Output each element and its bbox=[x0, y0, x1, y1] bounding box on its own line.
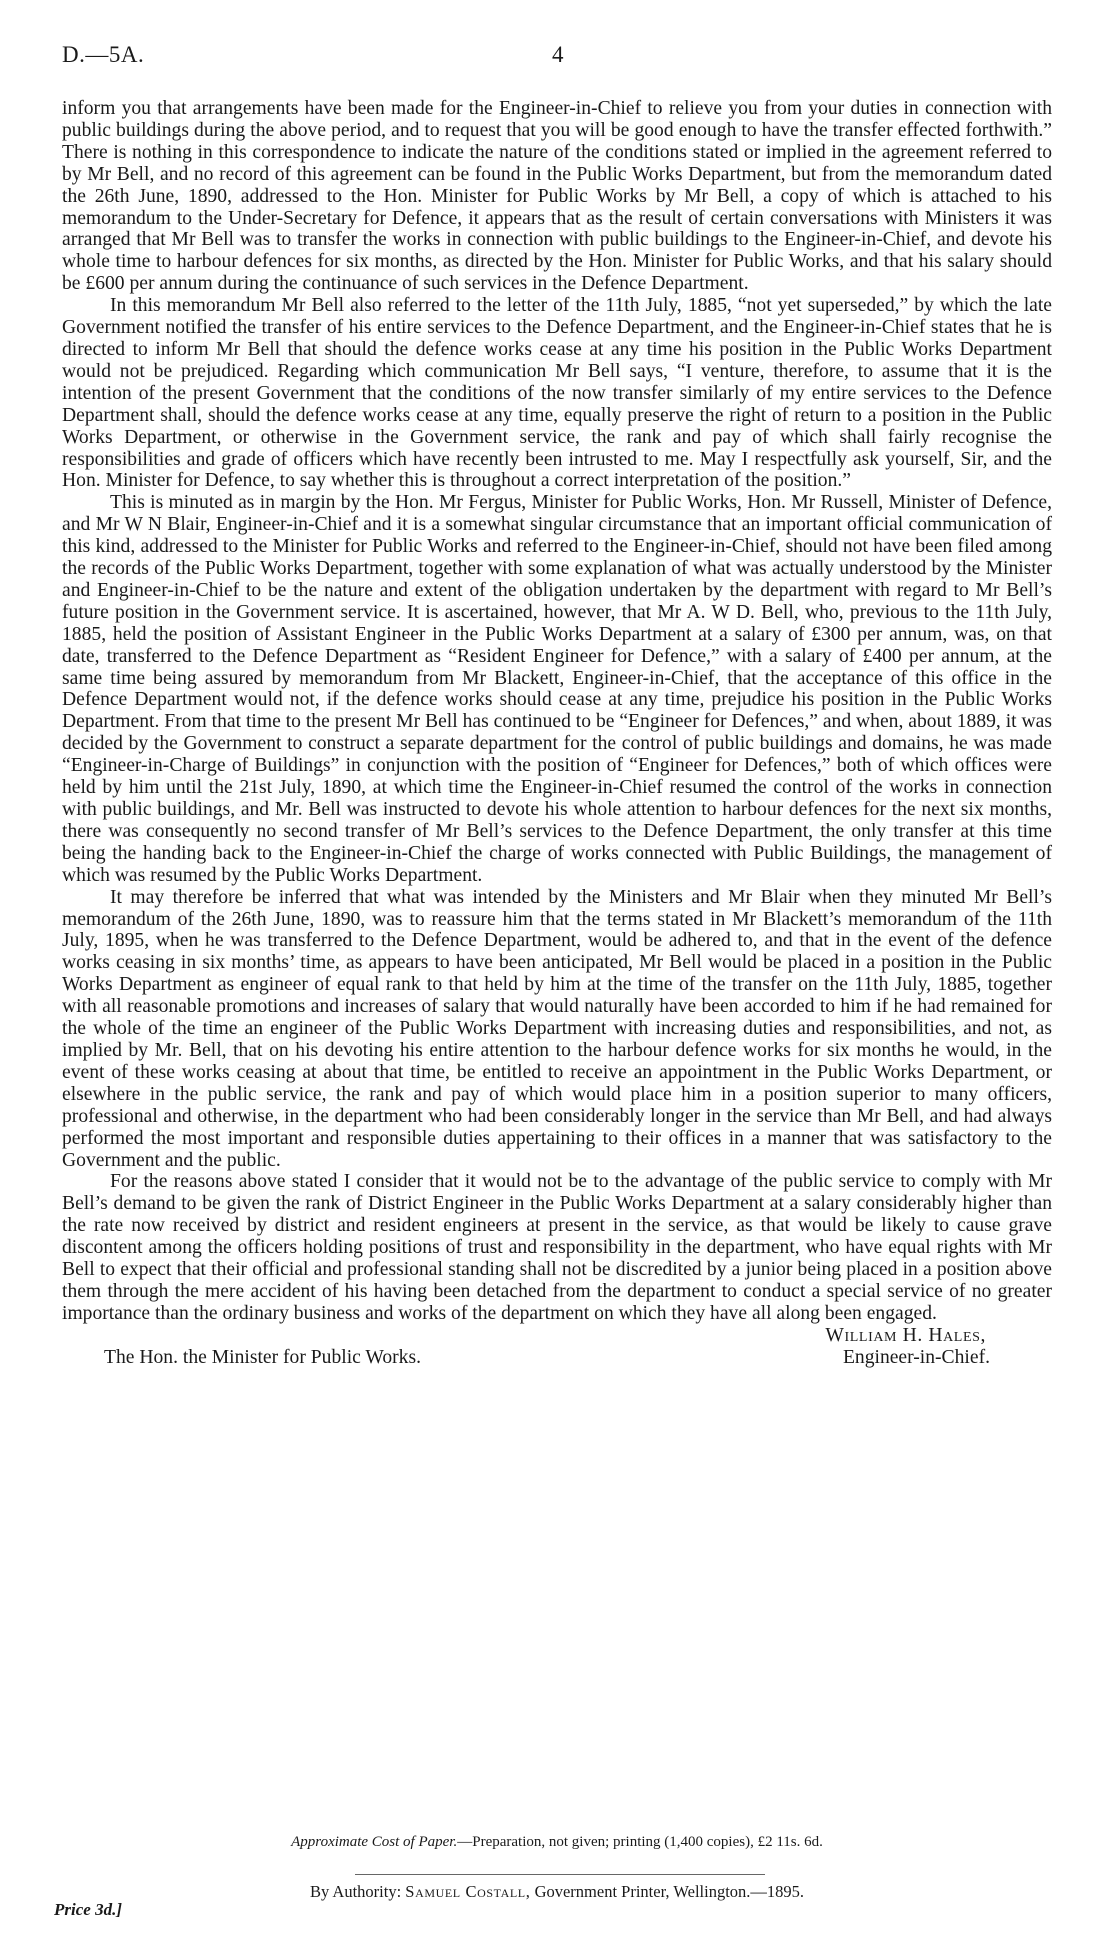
authority-prefix: By Authority: bbox=[309, 1882, 402, 1901]
signer-name: William H. Hales, bbox=[825, 1324, 986, 1346]
authority-suffix: Government Printer, Wellington.—1895. bbox=[534, 1882, 805, 1901]
signer-title: Engineer-in-Chief. bbox=[842, 1346, 990, 1368]
paragraph: This is minuted as in margin by the Hon. Mr Fergus, Minister for Public Works, Hon. Mr Russell, Minister of Defence, and Mr W N Blair, Engineer-in-Chief and it is a somewhat singular circumstance that an important official communication of this kind, addressed to the Minister for Public Works and referred to the Engineer-in-Chief, should not have been filed among the records of the Public Works Department, together with some explanation of what was actually understood by the Minister and Engineer-in-Chief to be the nature and extent of the obligation undertaken by the department with regard to Mr Bell’s future position in the Government service. It is ascertained, however, that Mr A. W D. Bell, who, previous to the 11th July, 1885, held the position of Assistant Engineer in the Public Works Department at a salary of £300 per annum, was, on that date, transferred to the Defence Department as “Resident Engineer for Defence,” with a salary of £400 per annum, at the same time being assured by memorandum from Mr Blackett, Engineer-in-Chief, that the acceptance of this office in the Defence Department would not, if the defence works should cease at any time, prejudice his position in the Public Works Department. From that time to the present Mr Bell has continued to be “Engineer for Defences,” and when, about 1889, it was decided by the Government to construct a separate department for the control of public buildings and domains, he was made “Engineer-in-Charge of Buildings” in conjunction with the position of “Engineer for Defences,” both of which offices were held by him until the 21st July, 1890, at which time the Engineer-in-Chief resumed the control of the works in connection with public buildings, and Mr. Bell was instructed to devote his whole attention to harbour defences for the next six months, there was consequently no second transfer of Mr Bell’s services to the Defence Department, the only transfer at this time being the handing back to the Engineer-in-Chief the charge of works connected with Public Buildings, the management of which was resumed by the Public Works Department. bbox=[62, 492, 1052, 886]
page-number: 4 bbox=[552, 42, 564, 67]
cost-note bbox=[0, 1834, 1114, 1851]
paragraph: It may therefore be inferred that what was intended by the Ministers and Mr Blair when they minuted Mr Bell’s memorandum of the 26th June, 1890, was to reassure him that the terms stated in Mr Blackett’s memorandum of the 11th July, 1895, when he was transferred to the Defence Department, would be adhered to, and that in the event of the defence works ceasing in six months’ time, as appears to have been anticipated, Mr Bell would be placed in a position in the Public Works Department as engineer of equal rank to that held by him at the time of the transfer on the 11th July, 1885, together with all reasonable promotions and increases of salary that would naturally have been accorded to him if he had remained for the whole of the time an engineer of the Public Works Department with increasing duties and responsibilities, and not, as implied by Mr. Bell, that on his devoting his entire attention to the harbour defence works for six months he would, in the event of these works ceasing at about that time, be entitled to receive an appointment in the Public Works Department, or elsewhere in the public service, the rank and pay of which would place him in a position superior to many officers, professional and otherwise, in the department who had been considerably longer in the service than Mr Bell, and had always performed the most important and responsible duties appertaining to their offices in a manner that was satisfactory to the Government and the public. bbox=[62, 886, 1052, 1171]
signature-line bbox=[62, 1325, 1052, 1347]
footer-divider bbox=[355, 1874, 765, 1875]
paragraph: For the reasons above stated I consider that it would not be to the advantage of the public service to comply with Mr Bell’s demand to be given the rank of District Engineer in the Public Works Department at a salary considerably higher than the rate now received by district and resident engineers at present in the service, as that would be likely to cause grave discontent among the officers holding positions of trust and responsibility in the department, who have equal rights with Mr Bell to expect that their official and professional standing shall not be discredited by a junior being placed in a position above them through the mere accident of his having been detached from the department to conduct a special service of no greater importance than the ordinary business and works of the department on which they have all along been engaged. bbox=[62, 1171, 1052, 1324]
addressee-line bbox=[62, 1347, 1052, 1369]
price: Price 3d.] bbox=[54, 1900, 122, 1919]
cost-label: Approximate Cost of Paper. bbox=[291, 1834, 458, 1850]
addressee: The Hon. the Minister for Public Works. bbox=[104, 1346, 421, 1368]
paragraph: inform you that arrangements have been made for the Engineer-in-Chief to relieve you from your duties in connection with public buildings during the above period, and to request that you will be good enough to have the transfer effected forthwith.” There is nothing in this correspondence to indicate the nature of the conditions stated or implied in the agreement referred to by Mr Bell, and no record of this agreement can be found in the Public Works Department, but from the memorandum dated the 26th June, 1890, addressed to the Hon. Minister for Public Works by Mr Bell, a copy of which is attached to his memorandum to the Under-Secretary for Defence, it appears that as the result of certain conversations with Ministers it was arranged that Mr Bell was to transfer the works in connection with public buildings to the Engineer-in-Chief, and devote his whole time to harbour defences for six months, as directed by the Hon. Minister for Public Works, and that his salary should be £600 per annum during the continuance of such services in the Defence Department. bbox=[62, 98, 1052, 295]
page-header bbox=[62, 42, 1062, 72]
printer-name: Samuel Costall, bbox=[405, 1882, 531, 1901]
paragraph: In this memorandum Mr Bell also referred to the letter of the 11th July, 1885, “not yet superseded,” by which the late Government notified the transfer of his entire services to the Defence Department, and the Engineer-in-Chief states that he is directed to inform Mr Bell that should the defence works cease at any time his position in the Public Works Department would not be prejudiced. Regarding which communication Mr Bell says, “I venture, therefore, to assume that it is the intention of the present Government that the conditions of the now transfer similarly of my entire services to the Defence Department shall, should the defence works cease at any time, equally preserve the right of return to a position in the Public Works Department, or otherwise in the Government service, the rank and pay of which shall fairly recognise the responsibilities and grade of officers which have recently been intrusted to me. May I respectfully ask yourself, Sir, and the Hon. Minister for Defence, to say whether this is throughout a correct interpretation of the position.” bbox=[62, 295, 1052, 492]
document-id: D.—5A. bbox=[62, 42, 145, 67]
printer-authority bbox=[0, 1882, 1114, 1902]
body-text bbox=[62, 98, 1052, 1369]
cost-detail: —Preparation, not given; printing (1,400 copies), £2 11s. 6d. bbox=[457, 1834, 823, 1850]
